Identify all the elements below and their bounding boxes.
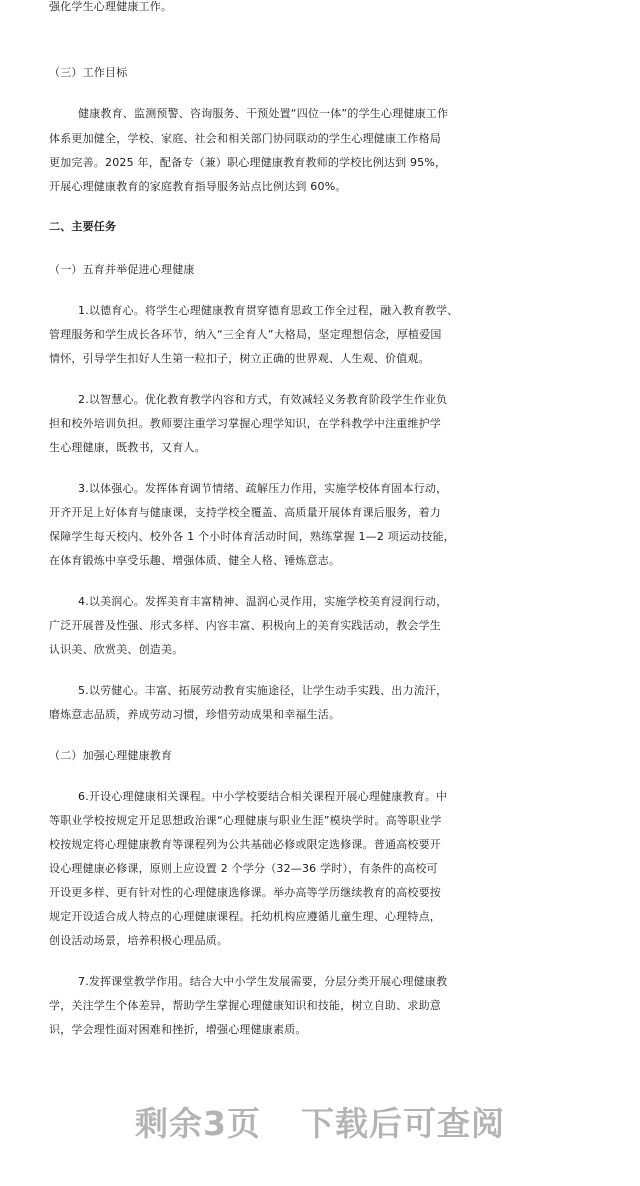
paragraph-line: 强化学生心理健康工作。: [49, 0, 173, 13]
paragraph-line: 7.发挥课堂教学作用。结合大中小学生发展需要，分层分类开展心理健康教: [78, 975, 448, 988]
paragraph-line: 4.以美润心。发挥美育丰富精神、温润心灵作用，实施学校美育浸润行动，: [78, 595, 448, 608]
section-subheading: （二）加强心理健康教育: [49, 749, 173, 762]
paragraph-line: 情怀，引导学生扣好人生第一粒扣子，树立正确的世界观、人生观、价值观。: [49, 352, 430, 365]
paragraph-line: 校按规定将心理健康教育等课程列为公共基础必修或限定选修课。普通高校要开: [49, 838, 441, 851]
paragraph-line: 体系更加健全，学校、家庭、社会和相关部门协同联动的学生心理健康工作格局: [49, 132, 441, 145]
remaining-pages-text: 剩余3页: [135, 1104, 261, 1143]
remaining-pages-banner[interactable]: [0, 1102, 640, 1146]
paragraph-line: 认识美、欣赏美、创造美。: [49, 643, 184, 656]
paragraph-line: 5.以劳健心。丰富、拓展劳动教育实施途径，让学生动手实践、出力流汗，: [78, 684, 448, 697]
section-subheading: （三）工作目标: [49, 66, 128, 79]
paragraph-line: 等职业学校按规定开足思想政治课“心理健康与职业生涯”模块学时。高等职业学: [49, 814, 442, 827]
download-prompt-text: 下载后可查阅: [300, 1104, 505, 1143]
paragraph-line: 管理服务和学生成长各环节，纳入“三全育人”大格局，坚定理想信念，厚植爱国: [49, 328, 442, 341]
section-subheading: （一）五育并举促进心理健康: [49, 263, 195, 276]
paragraph-line: 生心理健康，既教书，又育人。: [49, 441, 206, 454]
paragraph-line: 开设更多样、更有针对性的心理健康选修课。举办高等学历继续教育的高校要按: [49, 886, 441, 899]
paragraph-line: 广泛开展普及性强、形式多样、内容丰富、积极向上的美育实践活动，教会学生: [49, 619, 441, 632]
paragraph-line: 健康教育、监测预警、咨询服务、干预处置“四位一体”的学生心理健康工作: [78, 107, 449, 120]
paragraph-line: 1.以德育心。将学生心理健康教育贯穿德育思政工作全过程，融入教育教学、: [78, 304, 459, 317]
paragraph-line: 开展心理健康教育的家庭教育指导服务站点比例达到 60%。: [49, 180, 347, 193]
paragraph-line: 学，关注学生个体差异，帮助学生掌握心理健康知识和技能，树立自助、求助意: [49, 999, 441, 1012]
paragraph-line: 磨炼意志品质，养成劳动习惯，珍惜劳动成果和幸福生活。: [49, 708, 341, 721]
paragraph-line: 6.开设心理健康相关课程。中小学校要结合相关课程开展心理健康教育。中: [78, 790, 448, 803]
paragraph-line: 识，学会理性面对困难和挫折，增强心理健康素质。: [49, 1023, 307, 1036]
paragraph-line: 创设活动场景，培养积极心理品质。: [49, 934, 229, 947]
paragraph-line: 更加完善。2025 年，配备专（兼）职心理健康教育教师的学校比例达到 95%，: [49, 156, 447, 169]
paragraph-line: 开齐开足上好体育与健康课，支持学校全覆盖、高质量开展体育课后服务，着力: [49, 506, 441, 519]
paragraph-line: 保障学生每天校内、校外各 1 个小时体育活动时间，熟练掌握 1—2 项运动技能，: [49, 530, 455, 543]
paragraph-line: 担和校外培训负担。教师要注重学习掌握心理学知识，在学科教学中注重维护学: [49, 417, 441, 430]
section-heading: 二、主要任务: [49, 220, 117, 233]
paragraph-line: 规定开设适合成人特点的心理健康课程。托幼机构应遵循儿童生理、心理特点，: [49, 910, 441, 923]
paragraph-line: 设心理健康必修课，原则上应设置 2 个学分（32—36 学时），有条件的高校可: [49, 862, 438, 875]
paragraph-line: 3.以体强心。发挥体育调节情绪、疏解压力作用，实施学校体育固本行动，: [78, 482, 448, 495]
paragraph-line: 在体育锻炼中享受乐趣、增强体质、健全人格、锤炼意志。: [49, 554, 341, 567]
paragraph-line: 2.以智慧心。优化教育教学内容和方式，有效减轻义务教育阶段学生作业负: [78, 393, 448, 406]
